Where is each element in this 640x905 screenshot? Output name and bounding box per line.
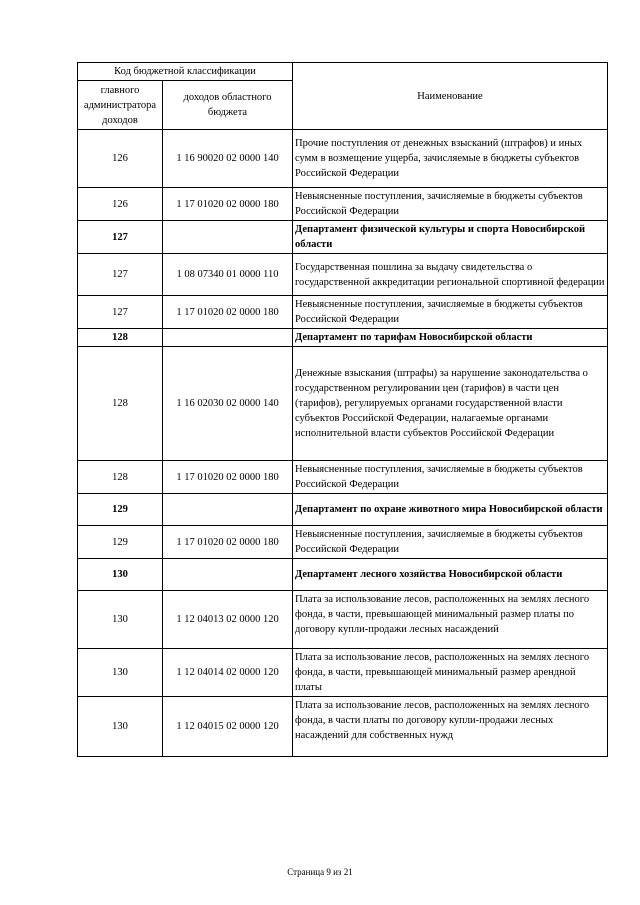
header-group-label: Код бюджетной классификации <box>78 63 293 81</box>
admin-code-cell: 128 <box>78 329 163 347</box>
admin-code-cell: 126 <box>78 188 163 221</box>
revenue-code-cell <box>163 329 293 347</box>
revenue-code-cell: 1 17 01020 02 0000 180 <box>163 188 293 221</box>
revenue-code-cell: 1 12 04013 02 0000 120 <box>163 591 293 649</box>
name-cell: Департамент лесного хозяйства Новосибирской области <box>293 559 608 591</box>
name-cell: Невыясненные поступления, зачисляемые в бюджеты субъектов Российской Федерации <box>293 526 608 559</box>
admin-code-cell: 130 <box>78 697 163 757</box>
name-cell: Департамент по охране животного мира Новосибирской области <box>293 494 608 526</box>
name-cell: Прочие поступления от денежных взысканий (штрафов) и иных сумм в возмещение ущерба, зачисляемые в бюджеты субъектов Российской Федерации <box>293 130 608 188</box>
table-row <box>78 329 608 347</box>
revenue-code-cell: 1 08 07340 01 0000 110 <box>163 254 293 296</box>
revenue-code-cell: 1 17 01020 02 0000 180 <box>163 296 293 329</box>
admin-code-cell: 130 <box>78 591 163 649</box>
admin-code-cell: 129 <box>78 526 163 559</box>
admin-code-cell: 127 <box>78 221 163 254</box>
table-row <box>78 130 608 188</box>
name-cell: Плата за использование лесов, расположенных на землях лесного фонда, в части, превышающей минимальный размер платы по договору купли-продажи лесных насаждений <box>293 591 608 649</box>
header-name-column: Наименование <box>293 63 608 130</box>
revenue-code-cell <box>163 494 293 526</box>
name-cell: Денежные взыскания (штрафы) за нарушение законодательства о государственном регулировании цен (тарифов) в части цен (тарифов), регулируемых органами государственной власти субъектов Российской Федерации, налагаемые органами исполнительной власти субъектов Российской Федерации <box>293 347 608 461</box>
name-cell: Департамент по тарифам Новосибирской области <box>293 329 608 347</box>
admin-code-cell: 129 <box>78 494 163 526</box>
table-row <box>78 591 608 649</box>
revenue-code-cell: 1 17 01020 02 0000 180 <box>163 526 293 559</box>
table-row <box>78 221 608 254</box>
name-cell: Плата за использование лесов, расположенных на землях лесного фонда, в части платы по договору купли-продажи лесных насаждений для собственных нужд <box>293 697 608 757</box>
revenue-code-cell: 1 16 90020 02 0000 140 <box>163 130 293 188</box>
table-row <box>78 188 608 221</box>
admin-code-cell: 128 <box>78 347 163 461</box>
admin-code-cell: 127 <box>78 254 163 296</box>
table-row <box>78 461 608 494</box>
header-row-top <box>78 63 608 81</box>
revenue-code-cell <box>163 559 293 591</box>
page-number: Страница 9 из 21 <box>287 867 353 877</box>
admin-code-cell: 126 <box>78 130 163 188</box>
budget-classification-table <box>77 62 608 757</box>
name-cell: Плата за использование лесов, расположенных на землях лесного фонда, в части, превышающей минимальный размер арендной платы <box>293 649 608 697</box>
table-body <box>78 130 608 757</box>
header-admin-column: главного администратора доходов <box>78 81 163 130</box>
name-cell: Департамент физической культуры и спорта Новосибирской области <box>293 221 608 254</box>
name-cell: Государственная пошлина за выдачу свидетельства о государственной аккредитации региональной спортивной федерации <box>293 254 608 296</box>
revenue-code-cell: 1 12 04015 02 0000 120 <box>163 697 293 757</box>
table-row <box>78 559 608 591</box>
name-cell: Невыясненные поступления, зачисляемые в бюджеты субъектов Российской Федерации <box>293 188 608 221</box>
revenue-code-cell: 1 17 01020 02 0000 180 <box>163 461 293 494</box>
table-row <box>78 697 608 757</box>
table-row <box>78 649 608 697</box>
admin-code-cell: 128 <box>78 461 163 494</box>
name-cell: Невыясненные поступления, зачисляемые в бюджеты субъектов Российской Федерации <box>293 461 608 494</box>
table-row <box>78 296 608 329</box>
admin-code-cell: 130 <box>78 559 163 591</box>
admin-code-cell: 127 <box>78 296 163 329</box>
admin-code-cell: 130 <box>78 649 163 697</box>
revenue-code-cell: 1 12 04014 02 0000 120 <box>163 649 293 697</box>
table-row <box>78 347 608 461</box>
table-row <box>78 494 608 526</box>
revenue-code-cell <box>163 221 293 254</box>
table-row <box>78 254 608 296</box>
name-cell: Невыясненные поступления, зачисляемые в бюджеты субъектов Российской Федерации <box>293 296 608 329</box>
revenue-code-cell: 1 16 02030 02 0000 140 <box>163 347 293 461</box>
header-code-column: доходов областного бюджета <box>163 81 293 130</box>
table-row <box>78 526 608 559</box>
